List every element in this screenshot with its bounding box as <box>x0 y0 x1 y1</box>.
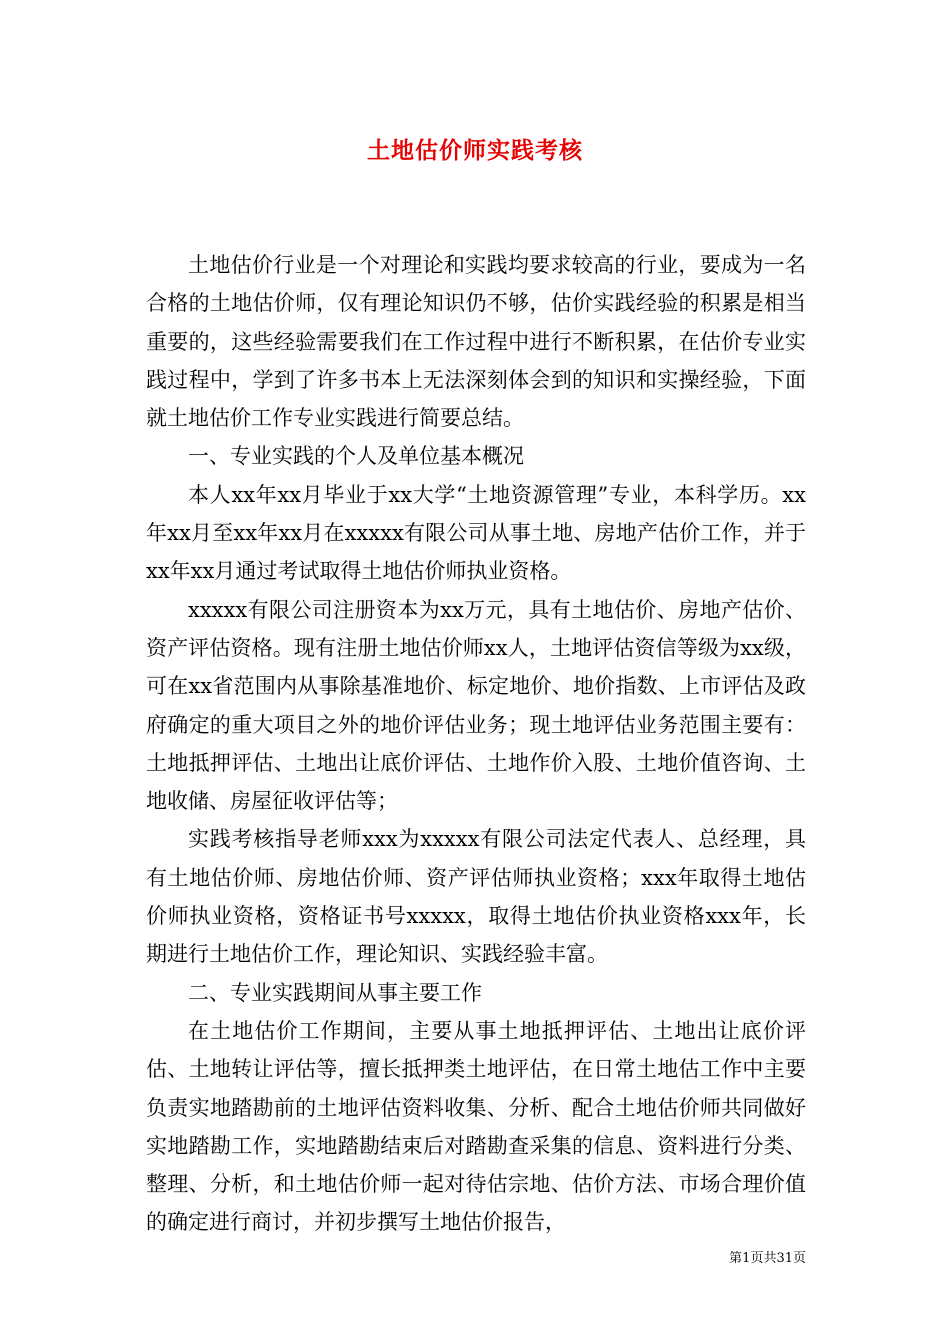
paragraph-mentor: 实践考核指导老师xxx为xxxxx有限公司法定代表人、总经理，具有土地估价师、房地估价师、资产评估师执业资格；xxx年取得土地估价师执业资格，资格证书号xxxxx，取得土地估价执业资格xxx年，长期进行土地估价工作，理论知识、实践经验丰富。 <box>146 827 806 967</box>
paragraph-intro: 土地估价行业是一个对理论和实践均要求较高的行业，要成为一名合格的土地估价师，仅有理论知识仍不够，估价实践经验的积累是相当重要的，这些经验需要我们在工作过程中进行不断积累，在估价专业实践过程中，学到了许多书本上无法深刻体会到的知识和实操经验，下面就土地估价工作专业实践进行简要总结。 <box>146 253 806 431</box>
document-body <box>146 246 806 1242</box>
section-heading-2: 二、专业实践期间从事主要工作 <box>188 980 482 1005</box>
document-title: 土地估价师实践考核 <box>367 137 583 164</box>
paragraph-company-profile: xxxxx有限公司注册资本为xx万元，具有土地估价、房地产估价、资产评估资格。现有注册土地估价师xx人，土地评估资信等级为xx级，可在xx省范围内从事除基准地价、标定地价、地价指数、上市评估及政府确定的重大项目之外的地价评估业务；现土地评估业务范围主要有：土地抵押评估、土地出让底价评估、土地作价入股、土地价值咨询、土地收储、房屋征收评估等； <box>146 597 806 814</box>
section-heading-1: 一、专业实践的个人及单位基本概况 <box>188 444 524 469</box>
page-number-footer: 第1页共31页 <box>729 1251 806 1266</box>
paragraph-personal-background: 本人xx年xx月毕业于xx大学“土地资源管理”专业，本科学历。xx年xx月至xx年xx月在xxxxx有限公司从事土地、房地产估价工作，并于xx年xx月通过考试取得土地估价师执业资格。 <box>146 482 806 584</box>
paragraph-main-work: 在土地估价工作期间，主要从事土地抵押评估、土地出让底价评估、土地转让评估等，擅长抵押类土地评估，在日常土地估工作中主要负责实地踏勘前的土地评估资料收集、分析、配合土地估价师共同做好实地踏勘工作，实地踏勘结束后对踏勘查采集的信息、资料进行分类、整理、分析，和土地估价师一起对待估宗地、估价方法、市场合理价值的确定进行商讨，并初步撰写土地估价报告， <box>146 1018 806 1235</box>
